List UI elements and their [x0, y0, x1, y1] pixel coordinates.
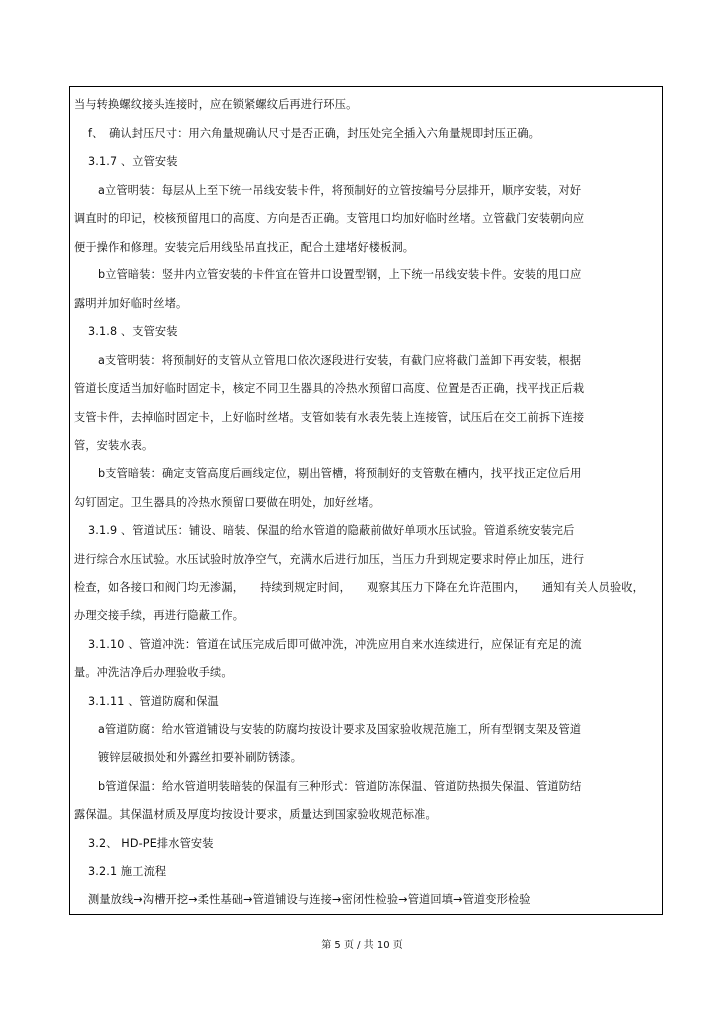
text-segment: 观察其压力下降在允许范围内， [367, 581, 526, 594]
text-line: f、 确认封压尺寸：用六角量规确认尺寸是否正确，封压处完全插入六角量规即封压正确。 [88, 127, 540, 140]
text-line: 量。冲洗洁净后办理验收手续。 [74, 666, 233, 679]
text-line: 露保温。其保温材质及厚度均按设计要求，质量达到国家验收规范标准。 [74, 808, 437, 821]
text-line: 调直时的印记，校核预留甩口的高度、方向是否正确。支管甩口均加好临时丝堵。立管截门安装朝向应 [74, 212, 585, 225]
section-heading: 3.2.1 施工流程 [88, 865, 167, 878]
text-line: 管道长度适当加好临时固定卡，核定不同卫生器具的冷热水预留口高度、位置是否正确，找平找正后栽 [74, 382, 585, 395]
text-segment: 通知有关人员验收， [541, 581, 644, 594]
text-line: a管道防腐：给水管道铺设与安装的防腐均按设计要求及国家验收规范施工，所有型钢支架及管道 [98, 723, 582, 736]
text-line: 进行综合水压试验。水压试验时放净空气，充满水后进行加压，当压力升到规定要求时停止加压，进行 [74, 553, 585, 566]
text-line: 便于操作和修理。安装完后用线坠吊直找正，配合土建堵好楼板洞。 [74, 241, 415, 254]
section-heading: 3.1.8 、支管安装 [88, 325, 178, 338]
text-line: 当与转换螺纹接头连接时，应在锁紧螺纹后再进行环压。 [74, 98, 358, 111]
text-line: 勾钉固定。卫生器具的冷热水预留口要做在明处，加好丝堵。 [74, 496, 381, 509]
text-line: a立管明装：每层从上至下统一吊线安装卡件，将预制好的立管按编号分层排开，顺序安装，对好 [98, 184, 582, 197]
text-line: 支管卡件，去掉临时固定卡，上好临时丝堵。支管如装有水表先装上连接管，试压后在交工前拆下连接 [74, 411, 585, 424]
text-line: 3.1.9 、管道试压：铺设、暗装、保温的给水管道的隐蔽前做好单项水压试验。管道系统安装完后 [88, 524, 575, 537]
text-line: a支管明装：将预制好的支管从立管甩口依次逐段进行安装，有截门应将截门盖卸下再安装，根据 [98, 354, 582, 367]
page-number: 第 5 页 / 共 10 页 [321, 940, 403, 951]
process-flow: 测量放线→沟槽开挖→柔性基础→管道铺设与连接→密闭性检验→管道回填→管道变形检验 [88, 893, 531, 906]
section-heading: 3.1.7 、立管安装 [88, 155, 178, 168]
text-line-justified [74, 581, 644, 595]
text-line: 镀锌层破损处和外露丝扣要补刷防锈漆。 [98, 751, 303, 764]
text-line: 办理交接手续，再进行隐蔽工作。 [74, 609, 245, 622]
text-line: b支管暗装：确定支管高度后画线定位，剔出管槽，将预制好的支管敷在槽内，找平找正定位后用 [98, 467, 582, 480]
text-segment: 检查，如各接口和阀门均无渗漏， [74, 581, 245, 594]
section-heading: 3.1.11 、管道防腐和保温 [88, 695, 219, 708]
text-line: 管，安装水表。 [74, 439, 154, 452]
text-line: 露明并加好临时丝堵。 [74, 297, 188, 310]
text-line: b管道保温：给水管道明装暗装的保温有三种形式：管道防冻保温、管道防热损失保温、管道防结 [98, 780, 582, 793]
text-line: b立管暗装：竖井内立管安装的卡件宜在管井口设置型钢，上下统一吊线安装卡件。安装的甩口应 [98, 268, 582, 281]
section-heading: 3.2、 HD-PE排水管安装 [88, 837, 214, 850]
text-line: 3.1.10 、管道冲洗：管道在试压完成后即可做冲洗，冲洗应用自来水连续进行，应保证有充足的流 [88, 638, 582, 651]
document-frame [69, 86, 663, 915]
text-segment: 持续到规定时间， [260, 581, 351, 594]
